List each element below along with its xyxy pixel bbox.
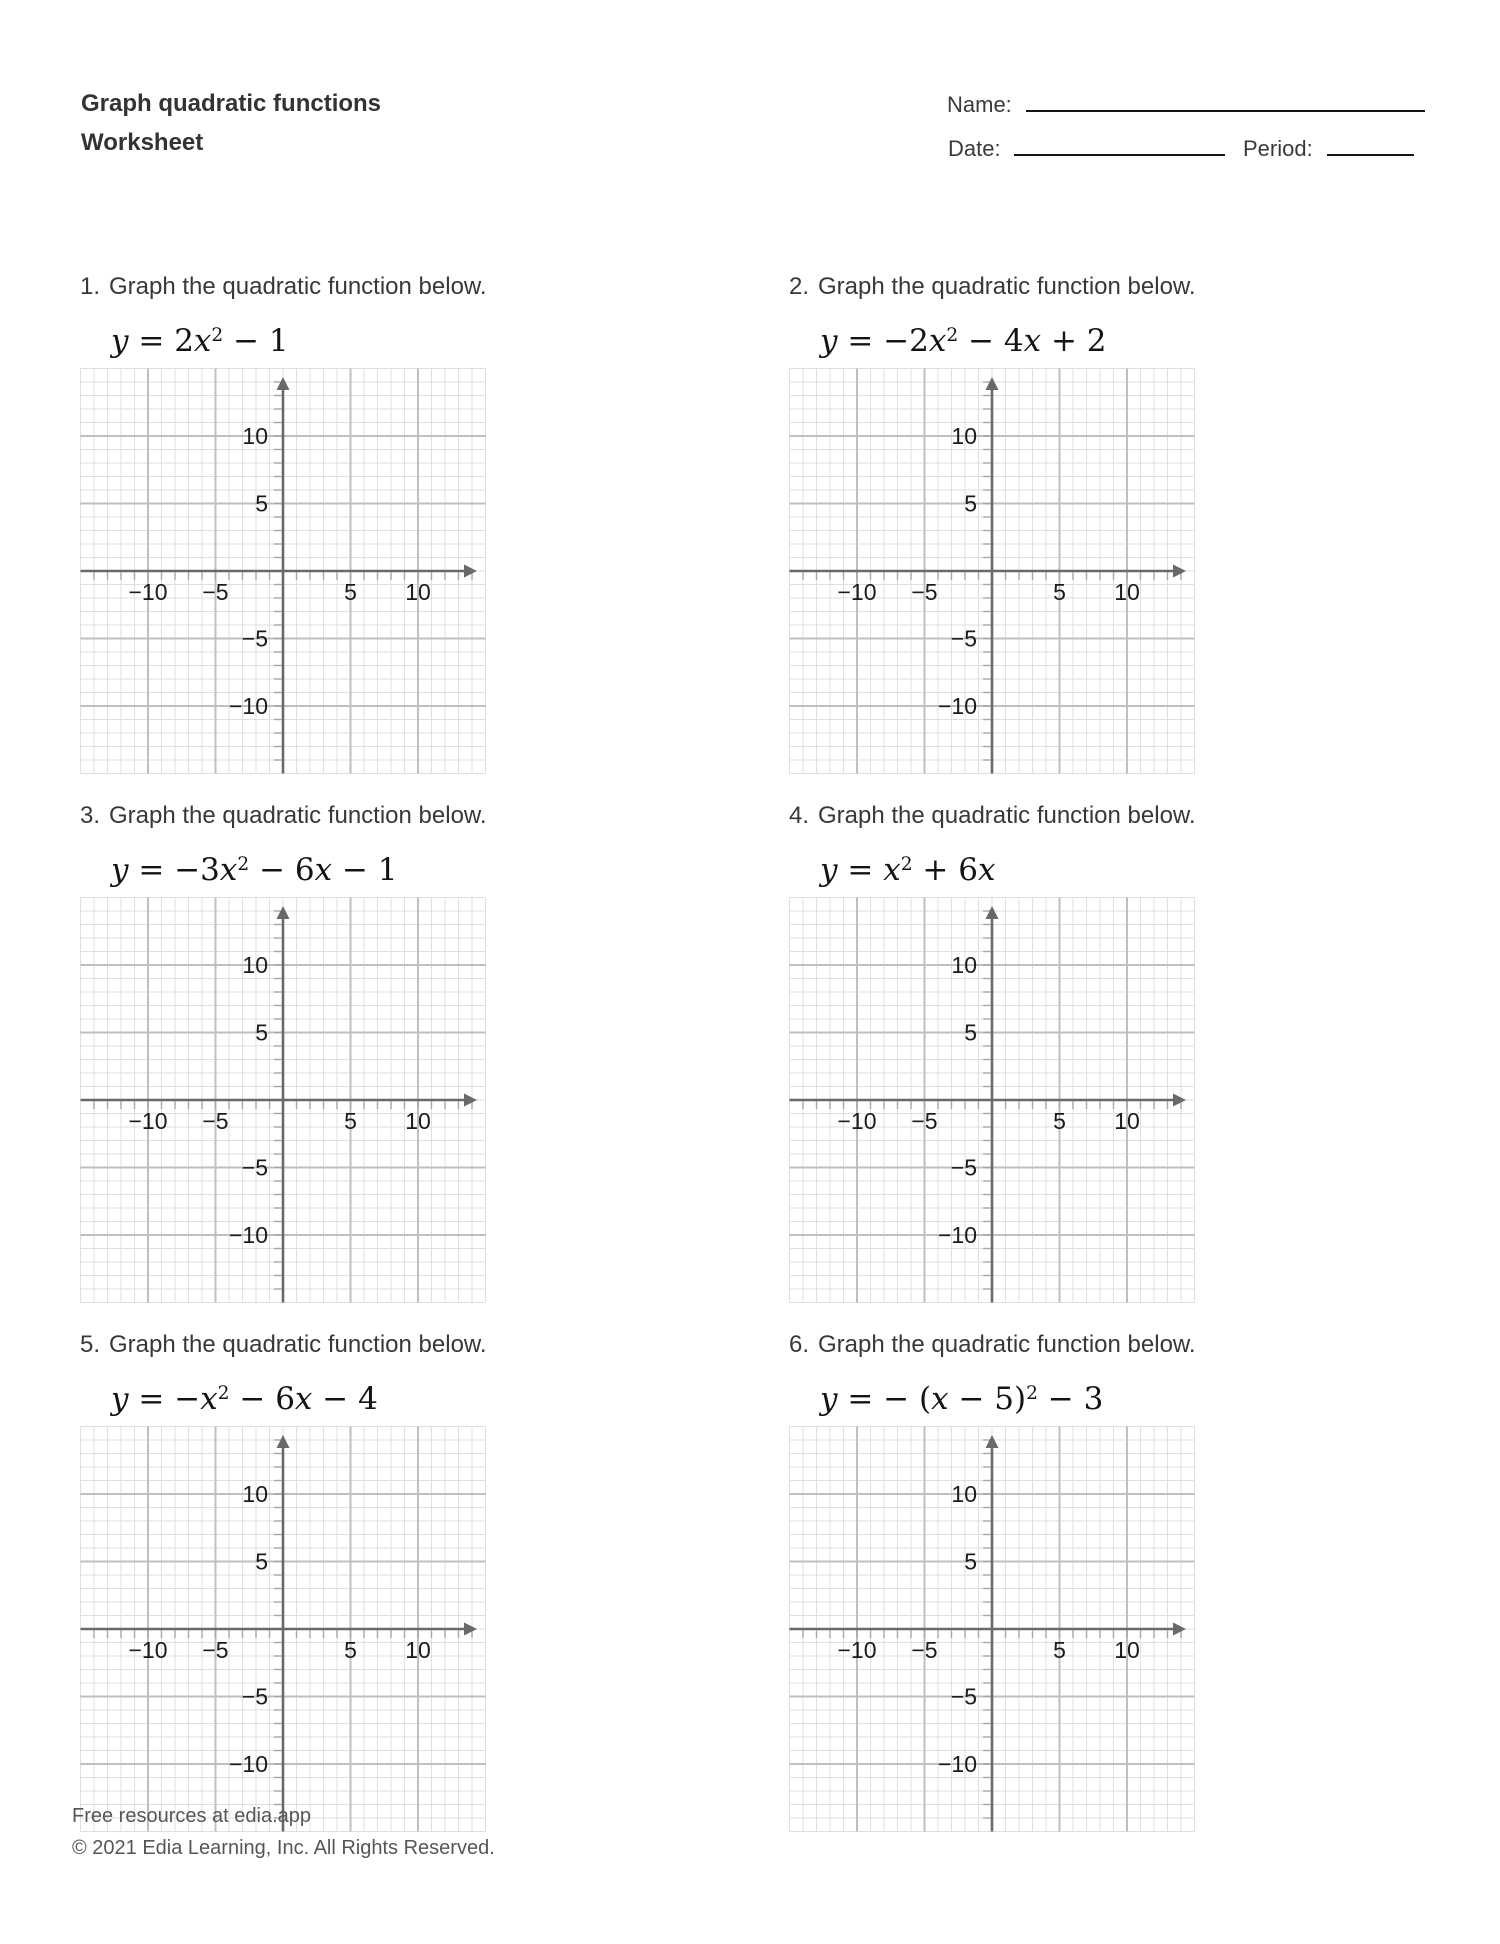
problem-4 — [789, 801, 1309, 1303]
svg-text:5: 5 — [964, 1548, 977, 1575]
svg-text:−5: −5 — [202, 579, 229, 605]
svg-text:−5: −5 — [950, 1154, 977, 1181]
problem-equation: $y = 2x^2 - 1$ — [111, 323, 289, 359]
problem-prompt-text: Graph the quadratic function below. — [109, 802, 487, 829]
svg-text:−10: −10 — [837, 579, 877, 605]
problem-equation: y = − $(x - 5)^2 - 3$ — [820, 1381, 1104, 1417]
svg-text:−5: −5 — [202, 1108, 229, 1134]
svg-text:−10: −10 — [837, 1637, 877, 1663]
svg-text:10: 10 — [242, 952, 268, 978]
problem-equation: $y = -2x^2 - 4x + 2$ — [820, 323, 1107, 359]
coordinate-grid — [80, 1426, 600, 1832]
problem-prompt-text: Graph the quadratic function below. — [109, 273, 487, 300]
svg-text:5: 5 — [964, 490, 977, 517]
footer — [72, 1800, 495, 1864]
problem-prompt — [789, 1330, 1309, 1360]
problem-number: 4. — [789, 802, 810, 829]
svg-text:−10: −10 — [228, 693, 268, 719]
problem-prompt-text: Graph the quadratic function below. — [109, 1331, 487, 1358]
svg-text:−5: −5 — [241, 1683, 268, 1710]
svg-text:−10: −10 — [128, 1637, 168, 1663]
page-subtitle: Worksheet — [81, 129, 204, 156]
coordinate-grid — [789, 1426, 1309, 1832]
name-label: Name: — [947, 92, 1012, 117]
svg-text:5: 5 — [1053, 1108, 1066, 1134]
problem-prompt — [789, 801, 1309, 831]
svg-text:10: 10 — [242, 1481, 268, 1507]
svg-text:10: 10 — [405, 1637, 431, 1663]
coordinate-grid — [80, 897, 600, 1303]
svg-text:10: 10 — [951, 952, 977, 978]
period-field-line — [1327, 154, 1414, 156]
svg-text:5: 5 — [255, 490, 268, 517]
problem-number: 5. — [80, 1331, 101, 1358]
problem-3 — [80, 801, 600, 1303]
svg-text:5: 5 — [1053, 1637, 1066, 1663]
problem-number: 6. — [789, 1331, 810, 1358]
svg-text:−5: −5 — [911, 1637, 938, 1663]
svg-text:10: 10 — [951, 1481, 977, 1507]
problem-number: 3. — [80, 802, 101, 829]
footer-copyright-text: © 2021 Edia Learning, Inc. All Rights Reserved. — [72, 1837, 495, 1859]
period-label: Period: — [1243, 136, 1313, 161]
svg-text:10: 10 — [1114, 1108, 1140, 1134]
svg-text:−5: −5 — [950, 1683, 977, 1710]
svg-text:−10: −10 — [228, 1222, 268, 1248]
svg-text:10: 10 — [1114, 579, 1140, 605]
problem-equation: $y = x^2 + 6x$ — [820, 852, 996, 888]
coordinate-grid — [789, 897, 1309, 1303]
svg-text:−10: −10 — [937, 1751, 977, 1777]
problem-prompt — [80, 272, 600, 302]
svg-text:5: 5 — [964, 1019, 977, 1046]
svg-text:10: 10 — [405, 579, 431, 605]
problem-prompt — [80, 801, 600, 831]
svg-text:−10: −10 — [837, 1108, 877, 1134]
svg-text:−10: −10 — [128, 1108, 168, 1134]
problem-number: 1. — [80, 273, 101, 300]
problem-prompt-text: Graph the quadratic function below. — [818, 273, 1196, 300]
footer-resources-text: Free resources at edia.app — [72, 1805, 312, 1827]
date-label: Date: — [948, 136, 1001, 161]
svg-text:−10: −10 — [228, 1751, 268, 1777]
problem-equation: $y = -3x^2 - 6x - 1$ — [111, 852, 398, 888]
problem-prompt-text: Graph the quadratic function below. — [818, 802, 1196, 829]
problem-number: 2. — [789, 273, 810, 300]
name-field-line — [1026, 110, 1425, 112]
problem-prompt — [789, 272, 1309, 302]
problem-prompt — [80, 1330, 600, 1360]
problem-5 — [80, 1330, 600, 1832]
svg-text:10: 10 — [242, 423, 268, 449]
svg-text:5: 5 — [255, 1548, 268, 1575]
date-field-line — [1014, 154, 1225, 156]
svg-text:10: 10 — [1114, 1637, 1140, 1663]
coordinate-grid — [80, 368, 600, 774]
svg-text:−5: −5 — [202, 1637, 229, 1663]
problem-equation: $y = -x^2 - 6x - 4$ — [111, 1381, 378, 1417]
svg-text:10: 10 — [951, 423, 977, 449]
problem-6 — [789, 1330, 1309, 1832]
svg-text:−10: −10 — [937, 1222, 977, 1248]
svg-text:5: 5 — [255, 1019, 268, 1046]
svg-text:5: 5 — [1053, 579, 1066, 605]
page-title: Graph quadratic functions — [81, 90, 382, 117]
svg-text:5: 5 — [344, 1108, 357, 1134]
svg-text:−5: −5 — [911, 1108, 938, 1134]
svg-text:5: 5 — [344, 579, 357, 605]
coordinate-grid — [789, 368, 1309, 774]
svg-text:−5: −5 — [241, 625, 268, 652]
problem-prompt-text: Graph the quadratic function below. — [818, 1331, 1196, 1358]
svg-text:−10: −10 — [128, 579, 168, 605]
svg-text:−5: −5 — [911, 579, 938, 605]
svg-text:−5: −5 — [241, 1154, 268, 1181]
svg-text:5: 5 — [344, 1637, 357, 1663]
problem-1 — [80, 272, 600, 774]
svg-text:10: 10 — [405, 1108, 431, 1134]
problem-2 — [789, 272, 1309, 774]
svg-text:−5: −5 — [950, 625, 977, 652]
page-title-block — [81, 84, 381, 162]
svg-text:−10: −10 — [937, 693, 977, 719]
